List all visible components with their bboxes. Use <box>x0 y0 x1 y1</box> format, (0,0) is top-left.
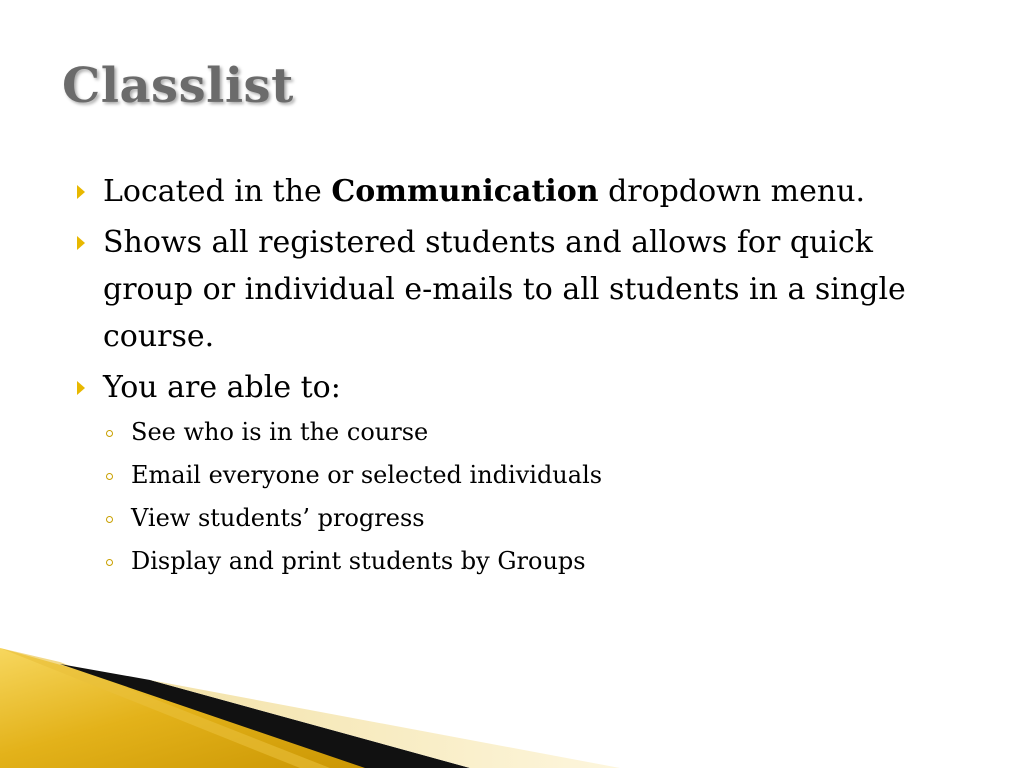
bullet-text-suffix: dropdown menu. <box>598 174 866 209</box>
arrow-bullet-icon <box>77 185 85 199</box>
ring-bullet-icon <box>106 516 113 523</box>
sub-bullet-item <box>103 540 972 583</box>
ring-bullet-icon <box>106 559 113 566</box>
sub-bullet-item <box>103 454 972 497</box>
arrow-bullet-icon <box>77 381 85 395</box>
sub-bullet-list <box>103 411 972 583</box>
bullet-list <box>72 168 972 587</box>
sub-bullet-item <box>103 411 972 454</box>
arrow-bullet-icon <box>77 236 85 250</box>
slide-title: Classlist <box>62 58 294 114</box>
ring-bullet-icon <box>106 473 113 480</box>
bullet-text: Shows all registered students and allows for quick group or individual e-mails to all students in a single course. <box>103 225 906 354</box>
sub-bullet-text: View students’ progress <box>131 504 425 532</box>
bullet-text-bold: Communication <box>331 174 599 209</box>
sub-bullet-text: Display and print students by Groups <box>131 547 586 575</box>
sub-bullet-text: Email everyone or selected individuals <box>131 461 603 489</box>
bullet-text: You are able to: <box>103 370 341 405</box>
bullet-text-prefix: Located in the <box>103 174 332 209</box>
gold-corner-decoration <box>0 640 1024 768</box>
sub-bullet-text: See who is in the course <box>131 418 429 446</box>
bullet-item-abilities <box>72 364 972 583</box>
sub-bullet-item <box>103 497 972 540</box>
bullet-item-location <box>72 168 972 215</box>
ring-bullet-icon <box>106 430 113 437</box>
bullet-item-description <box>72 219 972 360</box>
